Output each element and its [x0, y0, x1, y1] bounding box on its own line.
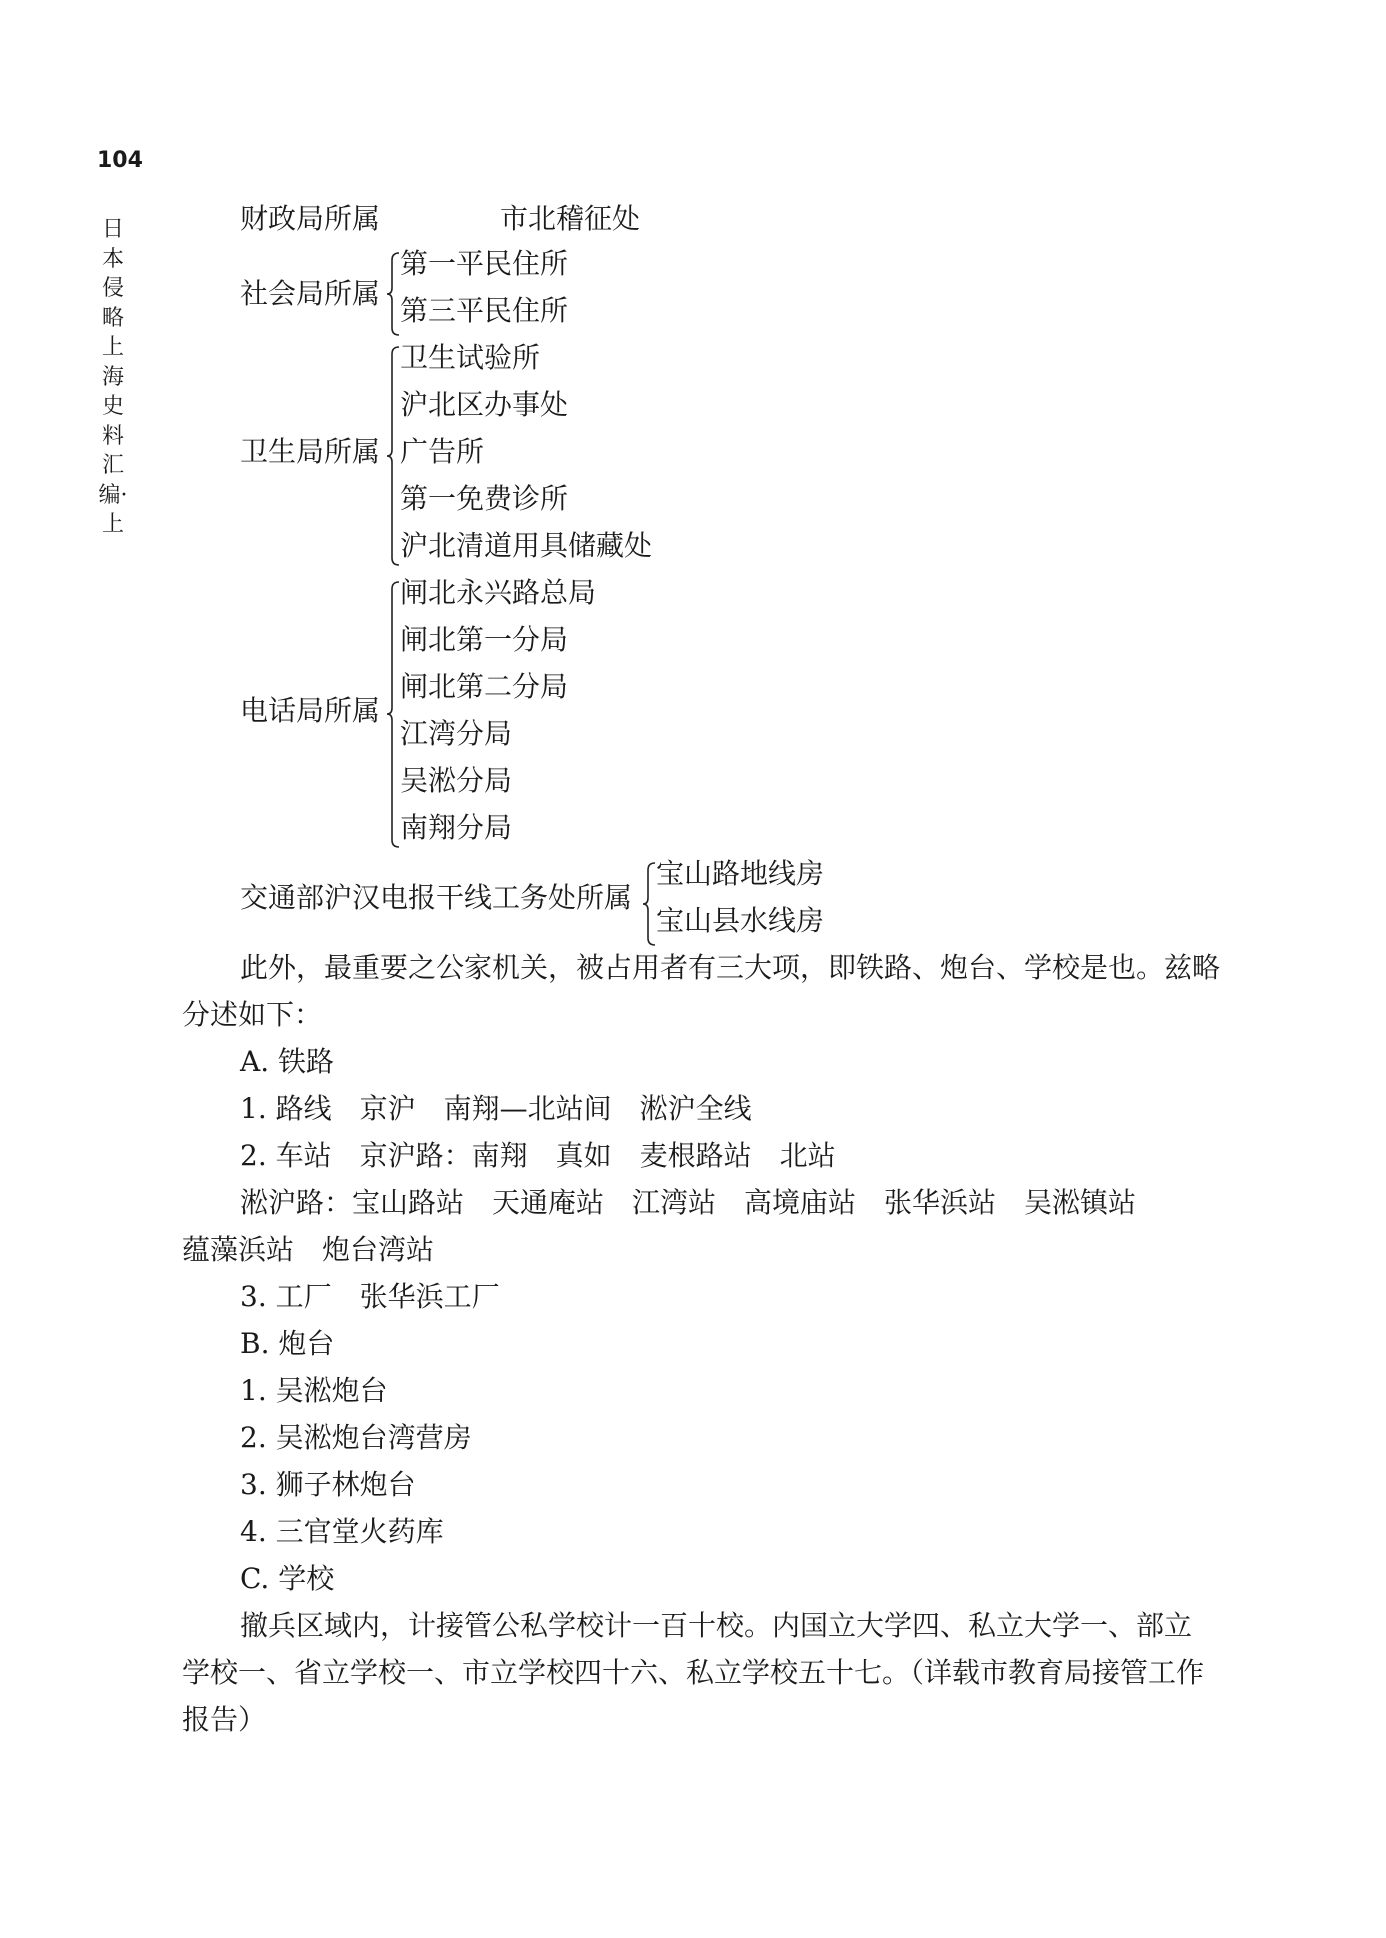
phone-item: 闸北永兴路总局: [400, 576, 597, 609]
health-label: 卫生局所属: [240, 435, 381, 468]
telegraph-item: 宝山县水线房: [656, 904, 825, 937]
health-item: 沪北区办事处: [400, 388, 569, 421]
health-item: 广告所: [400, 435, 485, 468]
rail-line: 3. 工厂 张华浜工厂: [240, 1280, 500, 1313]
finance-label: 财政局所属: [240, 202, 381, 235]
telegraph-label: 交通部沪汉电报干线工务处所属: [240, 881, 633, 914]
brace-icon: [386, 252, 400, 336]
page-number: 104: [97, 148, 143, 173]
rail-line: 蕴藻浜站 炮台湾站: [182, 1233, 435, 1266]
phone-label: 电话局所属: [240, 694, 381, 727]
fort-item: 4. 三官堂火药库: [240, 1515, 444, 1548]
health-item: 第一免费诊所: [400, 482, 569, 515]
section-heading-forts: B. 炮台: [240, 1327, 335, 1360]
fort-item: 2. 吴淞炮台湾营房: [240, 1421, 472, 1454]
phone-item: 闸北第二分局: [400, 670, 569, 703]
social-label: 社会局所属: [240, 277, 381, 310]
phone-item: 闸北第一分局: [400, 623, 569, 656]
rail-line: 2. 车站 京沪路：南翔 真如 麦根路站 北站: [240, 1139, 836, 1172]
brace-icon: [386, 581, 400, 848]
rail-line: 淞沪路：宝山路站 天通庵站 江湾站 高境庙站 张华浜站 吴淞镇站: [240, 1186, 1137, 1219]
brace-icon: [386, 346, 400, 566]
fort-item: 1. 吴淞炮台: [240, 1374, 388, 1407]
section-heading-schools: C. 学校: [240, 1562, 335, 1595]
intro-text: 分述如下：: [182, 998, 323, 1031]
social-item: 第一平民住所: [400, 247, 569, 280]
health-item: 沪北清道用具储藏处: [400, 529, 653, 562]
fort-item: 3. 狮子林炮台: [240, 1468, 416, 1501]
intro-text: 此外，最重要之公家机关，被占用者有三大项，即铁路、炮台、学校是也。兹略: [240, 951, 1221, 984]
finance-item: 市北稽征处: [500, 202, 641, 235]
phone-item: 南翔分局: [400, 811, 513, 844]
schools-text: 撤兵区域内，计接管公私学校计一百十校。内国立大学四、私立大学一、部立: [240, 1609, 1193, 1642]
social-item: 第三平民住所: [400, 294, 569, 327]
schools-text: 报告）: [182, 1703, 267, 1736]
section-heading-rail: A. 铁路: [240, 1045, 335, 1078]
telegraph-item: 宝山路地线房: [656, 857, 825, 890]
schools-text: 学校一、省立学校一、市立学校四十六、私立学校五十七。（详载市教育局接管工作: [182, 1656, 1205, 1689]
phone-item: 吴淞分局: [400, 764, 513, 797]
rail-line: 1. 路线 京沪 南翔—北站间 淞沪全线: [240, 1092, 752, 1125]
running-title: 日本侵略上海史料汇编·上: [98, 217, 128, 537]
health-item: 卫生试验所: [400, 341, 541, 374]
brace-icon: [642, 862, 656, 946]
phone-item: 江湾分局: [400, 717, 513, 750]
